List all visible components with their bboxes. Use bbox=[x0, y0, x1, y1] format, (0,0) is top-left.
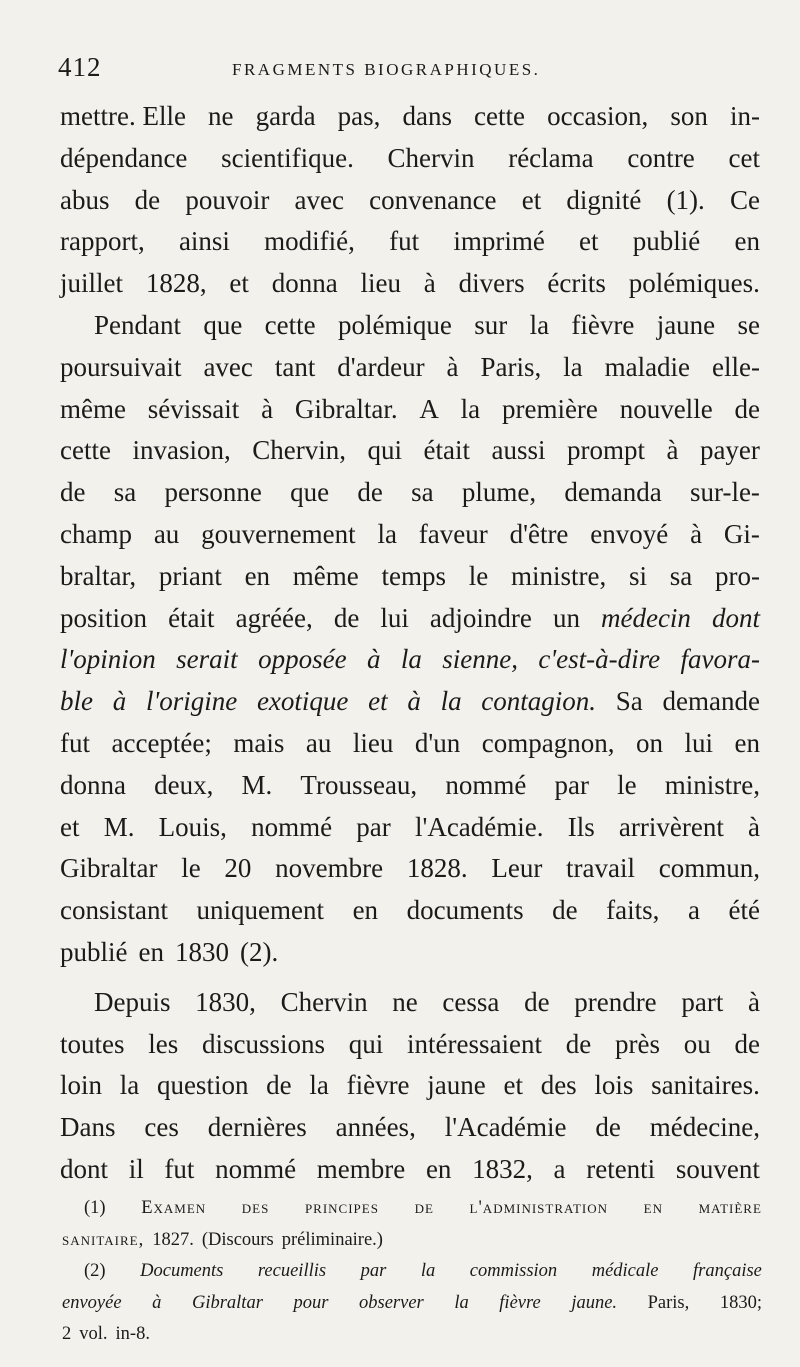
word: poursuivait bbox=[60, 351, 182, 382]
text-line bbox=[60, 765, 760, 807]
word: Gibraltar bbox=[60, 853, 158, 884]
word: Ils bbox=[567, 811, 595, 842]
word: de bbox=[552, 895, 578, 926]
footnote-word: Gibraltar bbox=[191, 1292, 263, 1313]
word: commun, bbox=[658, 853, 760, 884]
word: par bbox=[554, 769, 589, 800]
word: la bbox=[119, 1070, 140, 1101]
word: intéressaient bbox=[407, 1028, 542, 1059]
word: l'Académie. bbox=[414, 811, 544, 842]
word: serait bbox=[176, 644, 238, 675]
word: à bbox=[407, 686, 421, 717]
word: convenance bbox=[369, 184, 497, 215]
word: braltar, bbox=[60, 560, 137, 591]
word: l'opinion bbox=[60, 644, 156, 675]
word: de bbox=[357, 477, 383, 508]
word: fièvre bbox=[346, 1070, 410, 1101]
word: demande bbox=[662, 686, 760, 717]
word: 20 bbox=[224, 853, 252, 884]
word: de bbox=[60, 477, 86, 508]
text-line bbox=[60, 1107, 760, 1149]
word: cette bbox=[264, 309, 316, 340]
word: Leur bbox=[491, 853, 543, 884]
word: novembre bbox=[275, 853, 384, 884]
word: que bbox=[290, 477, 330, 508]
text-line bbox=[60, 430, 760, 472]
word: invasion, bbox=[132, 435, 231, 466]
main-text bbox=[60, 96, 760, 1191]
word: première bbox=[501, 393, 598, 424]
word: de bbox=[734, 393, 760, 424]
word: jaune bbox=[656, 309, 716, 340]
word: Dans bbox=[60, 1112, 116, 1143]
word: le bbox=[468, 560, 489, 591]
word: les bbox=[148, 1028, 179, 1059]
footnote-word: vol. bbox=[79, 1324, 108, 1344]
footnote-line bbox=[62, 1225, 762, 1257]
word: et bbox=[229, 268, 249, 299]
word: 1830, bbox=[195, 986, 256, 1017]
word: juillet bbox=[60, 268, 123, 299]
word: exotique bbox=[256, 686, 349, 717]
word: dignité bbox=[566, 184, 642, 215]
word: gouvernement bbox=[201, 518, 356, 549]
word: acceptée; bbox=[111, 727, 212, 758]
footnote-word: des bbox=[241, 1198, 270, 1218]
word: par bbox=[356, 811, 391, 842]
footnote-word: matière bbox=[698, 1198, 762, 1218]
word: de bbox=[134, 184, 161, 215]
word: même bbox=[60, 393, 126, 424]
word: fut bbox=[164, 1153, 195, 1184]
word: de bbox=[333, 602, 360, 633]
word: l'Académie bbox=[444, 1112, 567, 1143]
word: demanda bbox=[564, 477, 662, 508]
word: années, bbox=[335, 1112, 416, 1143]
word: ministre, bbox=[664, 769, 760, 800]
footnote-word: Paris, bbox=[647, 1292, 690, 1313]
text-line bbox=[60, 848, 760, 890]
text-line bbox=[60, 263, 760, 305]
word: publié bbox=[632, 226, 701, 257]
word: prompt bbox=[566, 435, 645, 466]
word: si bbox=[628, 560, 647, 591]
word: mais bbox=[233, 727, 285, 758]
word: a bbox=[687, 895, 700, 926]
word: 1832, bbox=[472, 1153, 533, 1184]
word: qui bbox=[367, 435, 402, 466]
word: se bbox=[737, 309, 760, 340]
page-number: 412 bbox=[58, 52, 102, 82]
word: près bbox=[614, 1028, 660, 1059]
word: sur-le- bbox=[690, 477, 760, 508]
word: faits, bbox=[606, 895, 660, 926]
text-line bbox=[60, 681, 760, 723]
word: médecine, bbox=[649, 1112, 760, 1143]
word: au bbox=[305, 727, 332, 758]
word: fièvre bbox=[571, 309, 635, 340]
word: opposée bbox=[258, 644, 347, 675]
text-line bbox=[60, 1149, 760, 1191]
footnote-word: sanitaire, bbox=[62, 1229, 145, 1250]
word: on bbox=[636, 727, 663, 758]
word: de bbox=[524, 986, 550, 1017]
word: de bbox=[565, 1028, 592, 1059]
footnote-word: 1827. bbox=[152, 1229, 194, 1250]
footnote-word: recueillis bbox=[257, 1261, 327, 1281]
word: Depuis bbox=[94, 986, 171, 1017]
text-line bbox=[60, 1024, 760, 1066]
word: à bbox=[690, 518, 703, 549]
text-line bbox=[60, 96, 760, 138]
footnote-word: 2 bbox=[62, 1324, 72, 1344]
word: et bbox=[503, 1070, 523, 1101]
word: sur bbox=[474, 309, 508, 340]
word: même bbox=[292, 560, 359, 591]
footnote-word: Documents bbox=[140, 1261, 224, 1281]
word: et bbox=[579, 226, 599, 257]
word: la bbox=[529, 309, 550, 340]
word: travail bbox=[566, 853, 636, 884]
word: abus bbox=[60, 184, 110, 215]
footnote-word: la bbox=[454, 1292, 469, 1313]
word: nommé bbox=[445, 769, 527, 800]
word: position bbox=[60, 602, 148, 633]
text-line bbox=[60, 389, 760, 431]
footnote-line bbox=[62, 1288, 762, 1320]
footnote-word: in-8. bbox=[115, 1324, 150, 1344]
paragraph-gap bbox=[60, 974, 760, 982]
word: ministre, bbox=[510, 560, 607, 591]
word: cette bbox=[60, 435, 111, 466]
text-line bbox=[60, 472, 760, 514]
word: Chervin, bbox=[252, 435, 346, 466]
word: tant bbox=[274, 351, 316, 382]
word: aussi bbox=[491, 435, 546, 466]
text-line bbox=[60, 982, 760, 1024]
word: dans bbox=[402, 101, 452, 131]
word: et bbox=[368, 686, 388, 717]
word: Chervin bbox=[387, 142, 475, 173]
running-title: FRAGMENTS BIOGRAPHIQUES. bbox=[232, 60, 541, 79]
word: envoyé bbox=[590, 518, 669, 549]
word: en bbox=[138, 936, 164, 967]
word: de bbox=[734, 1028, 760, 1059]
word: publié bbox=[60, 936, 128, 967]
word: temps bbox=[381, 560, 447, 591]
word: fut bbox=[60, 727, 90, 758]
text-line bbox=[60, 890, 760, 932]
word: part bbox=[681, 986, 724, 1017]
word: mettre. Elle bbox=[60, 101, 186, 131]
text-line bbox=[60, 723, 760, 765]
word: Paris, bbox=[480, 351, 542, 382]
word: polémique bbox=[337, 309, 452, 340]
word: documents bbox=[406, 895, 524, 926]
word: l'origine bbox=[145, 686, 238, 717]
word: 1828. bbox=[406, 853, 468, 884]
word: sa bbox=[411, 477, 434, 508]
word: la bbox=[377, 518, 397, 549]
word: la bbox=[460, 393, 481, 424]
word: plume, bbox=[461, 477, 537, 508]
word: faveur bbox=[418, 518, 488, 549]
word: modifié, bbox=[264, 226, 355, 257]
word: et bbox=[60, 811, 80, 842]
text-line bbox=[60, 180, 760, 222]
text-line bbox=[60, 807, 760, 849]
word: fut bbox=[389, 226, 420, 257]
footnote-word: fièvre bbox=[499, 1292, 541, 1313]
word: ou bbox=[683, 1028, 711, 1059]
word: à bbox=[748, 986, 760, 1017]
footnote-word: par bbox=[360, 1261, 387, 1281]
text-line bbox=[60, 1065, 760, 1107]
word: Trousseau, bbox=[300, 769, 418, 800]
word: Ce bbox=[729, 184, 760, 215]
word: polémiques. bbox=[628, 268, 760, 299]
word: que bbox=[203, 309, 243, 340]
word: Gibraltar. bbox=[294, 393, 398, 424]
footnote-word: observer bbox=[359, 1292, 424, 1313]
word: souvent bbox=[675, 1153, 760, 1184]
word: le bbox=[617, 769, 637, 800]
word: imprimé bbox=[453, 226, 545, 257]
word: donna bbox=[271, 268, 338, 299]
word: donna bbox=[60, 769, 126, 800]
footnote-word: envoyée bbox=[62, 1292, 122, 1313]
word: adjoindre bbox=[429, 602, 532, 633]
word: sienne, bbox=[442, 644, 518, 675]
word: à bbox=[112, 686, 127, 717]
word: agréée, bbox=[235, 602, 313, 633]
word: à bbox=[261, 393, 274, 424]
footnote-word: commission bbox=[469, 1261, 558, 1281]
word: ces bbox=[144, 1112, 179, 1143]
word: scientifique. bbox=[221, 142, 354, 173]
text-line bbox=[60, 598, 760, 640]
word: sanitaires. bbox=[651, 1070, 760, 1101]
word: lui bbox=[684, 727, 714, 758]
footnote-word: à bbox=[152, 1292, 162, 1313]
text-line bbox=[60, 305, 760, 347]
word: 1828, bbox=[145, 268, 207, 299]
word: avec bbox=[294, 184, 344, 215]
word: compagnon, bbox=[481, 727, 615, 758]
word: en bbox=[734, 226, 760, 257]
word: A bbox=[419, 393, 439, 424]
footnote-word: française bbox=[693, 1261, 762, 1281]
word: deux, bbox=[154, 769, 214, 800]
word: dont bbox=[60, 1153, 109, 1184]
word: loin bbox=[60, 1070, 103, 1101]
word: le bbox=[181, 853, 201, 884]
footnote-word: principes bbox=[304, 1198, 379, 1218]
word: en bbox=[425, 1153, 452, 1184]
word: pro- bbox=[714, 560, 760, 591]
word: ne bbox=[392, 986, 418, 1017]
word: cette bbox=[474, 101, 526, 131]
word: occasion, bbox=[547, 101, 649, 131]
word: contagion. bbox=[481, 686, 597, 717]
word: la bbox=[309, 1070, 329, 1101]
word: nouvelle bbox=[619, 393, 713, 424]
word: la bbox=[440, 686, 462, 717]
word: nommé bbox=[251, 811, 333, 842]
word: sa bbox=[113, 477, 137, 508]
word: cet bbox=[728, 142, 760, 173]
word: a bbox=[553, 1153, 566, 1184]
word: des bbox=[540, 1070, 577, 1101]
word: Sa bbox=[615, 686, 643, 717]
word: un bbox=[552, 602, 580, 633]
footnote-word: de bbox=[414, 1198, 434, 1218]
word: en bbox=[734, 727, 760, 758]
word: pas, bbox=[337, 101, 381, 131]
word: toutes bbox=[60, 1028, 125, 1059]
word: priant bbox=[158, 560, 222, 591]
word: maladie bbox=[604, 351, 691, 382]
word: retenti bbox=[586, 1153, 656, 1184]
word: ainsi bbox=[178, 226, 230, 257]
word: d'être bbox=[509, 518, 569, 549]
word: garda bbox=[255, 101, 316, 131]
word: d'ardeur bbox=[337, 351, 425, 382]
word: médecin bbox=[600, 602, 691, 633]
word: dont bbox=[711, 602, 760, 633]
word: jaune bbox=[427, 1070, 486, 1101]
word: avec bbox=[203, 351, 253, 382]
word: réclama bbox=[508, 142, 594, 173]
footnote-word: (1) bbox=[84, 1198, 106, 1218]
word: et bbox=[521, 184, 542, 215]
word: à bbox=[666, 435, 679, 466]
word: ble bbox=[60, 686, 93, 717]
word: lui bbox=[380, 602, 409, 633]
word: à bbox=[366, 644, 381, 675]
footnote-word: (Discours bbox=[201, 1229, 274, 1250]
word: prendre bbox=[574, 986, 657, 1017]
text-line bbox=[60, 514, 760, 556]
text-line bbox=[60, 556, 760, 598]
footnote-word: la bbox=[420, 1261, 436, 1281]
text-line bbox=[60, 221, 760, 263]
word: membre bbox=[316, 1153, 406, 1184]
word: in- bbox=[729, 101, 760, 131]
word: lieu bbox=[360, 268, 401, 299]
footnote-word: Examen bbox=[141, 1198, 207, 1218]
footnote-word: en bbox=[643, 1198, 663, 1218]
word: d'un bbox=[414, 727, 461, 758]
word: dernières bbox=[207, 1112, 307, 1143]
word: été bbox=[728, 895, 760, 926]
text-line bbox=[60, 639, 760, 681]
word: cessa bbox=[442, 986, 500, 1017]
word: divers bbox=[458, 268, 525, 299]
word: il bbox=[128, 1153, 144, 1184]
footnote-line bbox=[62, 1319, 762, 1351]
word: était bbox=[423, 435, 470, 466]
word: était bbox=[168, 602, 215, 633]
word: ne bbox=[208, 101, 234, 131]
word: lieu bbox=[352, 727, 394, 758]
footnote-line bbox=[62, 1256, 762, 1288]
word: de bbox=[266, 1070, 292, 1101]
word: en bbox=[244, 560, 271, 591]
word: favora- bbox=[680, 644, 760, 675]
word: dépendance bbox=[60, 142, 188, 173]
word: personne bbox=[164, 477, 262, 508]
text-line bbox=[60, 138, 760, 180]
word: de bbox=[595, 1112, 621, 1143]
word: à bbox=[748, 811, 760, 842]
word: rapport, bbox=[60, 226, 145, 257]
word: uniquement bbox=[196, 895, 325, 926]
word: lois bbox=[594, 1070, 634, 1101]
word: c'est-à-dire bbox=[538, 644, 661, 675]
word: à bbox=[423, 268, 436, 299]
word: la bbox=[563, 351, 583, 382]
word: son bbox=[670, 101, 708, 131]
footnote-word: (2) bbox=[84, 1261, 106, 1281]
word: pouvoir bbox=[185, 184, 270, 215]
footnotes bbox=[62, 1193, 762, 1351]
word: au bbox=[153, 518, 180, 549]
word: (1). bbox=[666, 184, 705, 215]
word: M. bbox=[103, 811, 135, 842]
word: elle- bbox=[711, 351, 760, 382]
footnote-word: 1830; bbox=[719, 1292, 762, 1313]
footnote-word: préliminaire.) bbox=[281, 1229, 383, 1250]
footnote-word: jaune. bbox=[571, 1292, 618, 1313]
word: la bbox=[400, 644, 422, 675]
word: question bbox=[156, 1070, 249, 1101]
word: contre bbox=[627, 142, 695, 173]
word: Pendant bbox=[94, 309, 181, 340]
footnote-word: médicale bbox=[591, 1261, 659, 1281]
word: champ bbox=[60, 518, 132, 549]
word: nommé bbox=[215, 1153, 297, 1184]
word: écrits bbox=[547, 268, 606, 299]
word: Louis, bbox=[158, 811, 227, 842]
word: 1830 bbox=[174, 936, 229, 967]
word: M. bbox=[241, 769, 273, 800]
word: (2). bbox=[239, 936, 279, 967]
word: payer bbox=[699, 435, 760, 466]
footnote-line bbox=[62, 1193, 762, 1225]
word: en bbox=[352, 895, 379, 926]
word: sa bbox=[669, 560, 693, 591]
footnote-word: l'administration bbox=[469, 1198, 609, 1218]
word: consistant bbox=[60, 895, 168, 926]
word: arrivèrent bbox=[618, 811, 724, 842]
word: qui bbox=[348, 1028, 384, 1059]
word: sévissait bbox=[147, 393, 240, 424]
text-line bbox=[60, 932, 760, 974]
word: discussions bbox=[202, 1028, 326, 1059]
word: Gi- bbox=[723, 518, 760, 549]
word: Chervin bbox=[280, 986, 368, 1017]
text-line bbox=[60, 347, 760, 389]
word: à bbox=[446, 351, 459, 382]
footnote-word: pour bbox=[293, 1292, 329, 1313]
